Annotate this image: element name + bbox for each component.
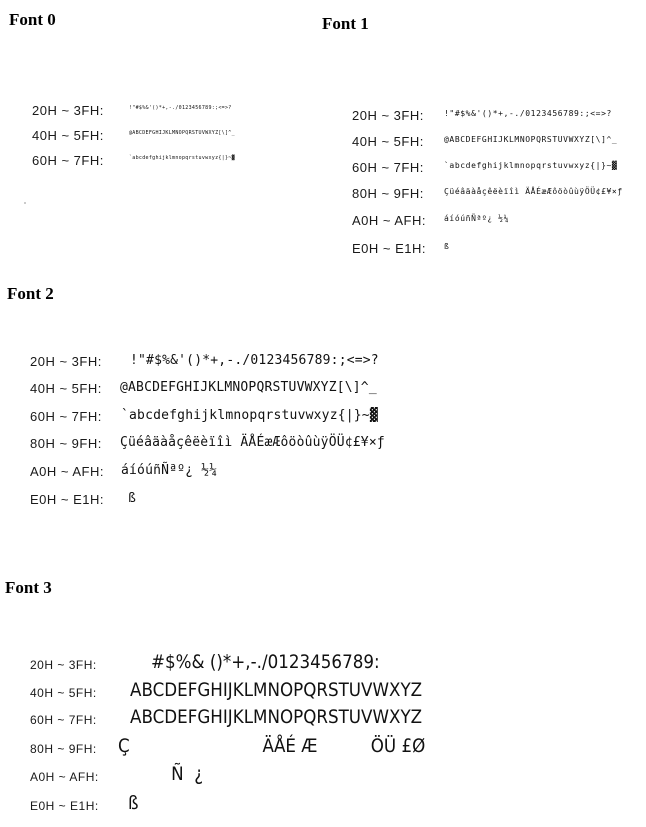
font3-row-60h	[30, 706, 423, 729]
font3-row-40h	[30, 679, 423, 702]
code-range-label: A0H ~ AFH:	[30, 770, 99, 784]
code-range-label: E0H ~ E1H:	[352, 241, 427, 256]
glyph-sample: ß	[128, 491, 137, 506]
code-range-label: 20H ~ 3FH:	[30, 354, 102, 369]
font0-title: Font 0	[9, 10, 56, 29]
glyph-sample: ABCDEFGHIJKLMNOPQRSTUVWXYZ	[130, 706, 423, 728]
font1-row-80h	[352, 185, 623, 203]
glyph-sample: @ABCDEFGHIJKLMNOPQRSTUVWXYZ[\]^_	[129, 130, 235, 136]
glyph-sample: ß	[444, 242, 450, 251]
glyph-sample: áíóúñÑªº¿ ½¼	[444, 214, 509, 223]
code-range-label: 60H ~ 7FH:	[32, 153, 104, 168]
font1-title: Font 1	[322, 14, 369, 33]
code-range-label: 80H ~ 9FH:	[30, 436, 102, 451]
glyph-sample: `abcdefghijklmnopqrstuvwxyz{|}~▓	[444, 161, 618, 170]
code-range-label: 20H ~ 3FH:	[30, 658, 97, 672]
glyph-sample: Çüéâäàåçêëèïîì ÄÅÉæÆôöòûùÿÖÜ¢£¥×ƒ	[120, 435, 385, 450]
code-range-label: 40H ~ 5FH:	[352, 134, 424, 149]
font1-row-a0h	[352, 212, 509, 230]
code-range-label: 20H ~ 3FH:	[32, 103, 104, 118]
font2-row-20h	[30, 353, 379, 371]
code-range-label: 40H ~ 5FH:	[32, 128, 104, 143]
code-range-label: 60H ~ 7FH:	[30, 409, 102, 424]
scan-speck	[24, 202, 26, 204]
font2-row-80h	[30, 435, 385, 453]
glyph-sample: !"#$%&'()*+,-./0123456789:;<=>?	[129, 105, 232, 111]
code-range-label: 80H ~ 9FH:	[30, 742, 97, 756]
code-range-label: A0H ~ AFH:	[30, 464, 104, 479]
font1-row-40h	[352, 133, 618, 151]
font2-row-60h	[30, 408, 378, 426]
glyph-sample: !"#$%&'()*+,-./0123456789:;<=>?	[130, 353, 379, 368]
glyph-sample: Çüéâäàåçêëèïîì ÄÅÉæÆôöòûùÿÖÜ¢£¥×ƒ	[444, 187, 623, 196]
glyph-sample: áíóúñÑªº¿ ½¼	[121, 463, 218, 478]
font2-row-a0h	[30, 463, 218, 481]
font0-row-60h	[32, 152, 235, 170]
glyph-sample: ABCDEFGHIJKLMNOPQRSTUVWXYZ	[130, 679, 423, 701]
code-range-label: 40H ~ 5FH:	[30, 381, 102, 396]
font3-title: Font 3	[5, 578, 52, 597]
font0-row-20h	[32, 102, 232, 120]
code-range-label: 20H ~ 3FH:	[352, 108, 424, 123]
code-range-label: E0H ~ E1H:	[30, 492, 105, 507]
font2-title: Font 2	[7, 284, 54, 303]
code-range-label: 80H ~ 9FH:	[352, 186, 424, 201]
font1-row-60h	[352, 159, 618, 177]
glyph-sample: @ABCDEFGHIJKLMNOPQRSTUVWXYZ[\]^_	[444, 135, 618, 144]
font1-row-20h	[352, 107, 612, 125]
glyph-sample: !"#$%&'()*+,-./0123456789:;<=>?	[444, 109, 612, 118]
glyph-sample: `abcdefghijklmnopqrstuvwxyz{|}~▓	[121, 408, 378, 423]
glyph-sample: Ñ ¿	[118, 763, 204, 785]
font0-row-40h	[32, 127, 235, 145]
font3-row-80h	[30, 735, 426, 758]
font3-row-a0h	[30, 763, 204, 786]
code-range-label: 60H ~ 7FH:	[352, 160, 424, 175]
glyph-sample: @ABCDEFGHIJKLMNOPQRSTUVWXYZ[\]^_	[120, 380, 377, 395]
glyph-sample: `abcdefghijklmnopqrstuvwxyz{|}~▓	[129, 155, 235, 161]
glyph-sample: ß	[128, 792, 139, 814]
code-range-label: A0H ~ AFH:	[352, 213, 426, 228]
font3-row-e0h	[30, 792, 139, 815]
code-range-label: E0H ~ E1H:	[30, 799, 99, 813]
code-range-label: 40H ~ 5FH:	[30, 686, 97, 700]
font3-row-20h	[30, 651, 380, 674]
font1-row-e0h	[352, 240, 450, 258]
glyph-sample: Ç ÄÅÉ Æ ÖÜ £Ø	[118, 735, 426, 757]
glyph-sample: #$%& ()*+,-./0123456789:	[151, 651, 380, 673]
font2-row-e0h	[30, 491, 137, 509]
code-range-label: 60H ~ 7FH:	[30, 713, 97, 727]
font2-row-40h	[30, 380, 377, 398]
